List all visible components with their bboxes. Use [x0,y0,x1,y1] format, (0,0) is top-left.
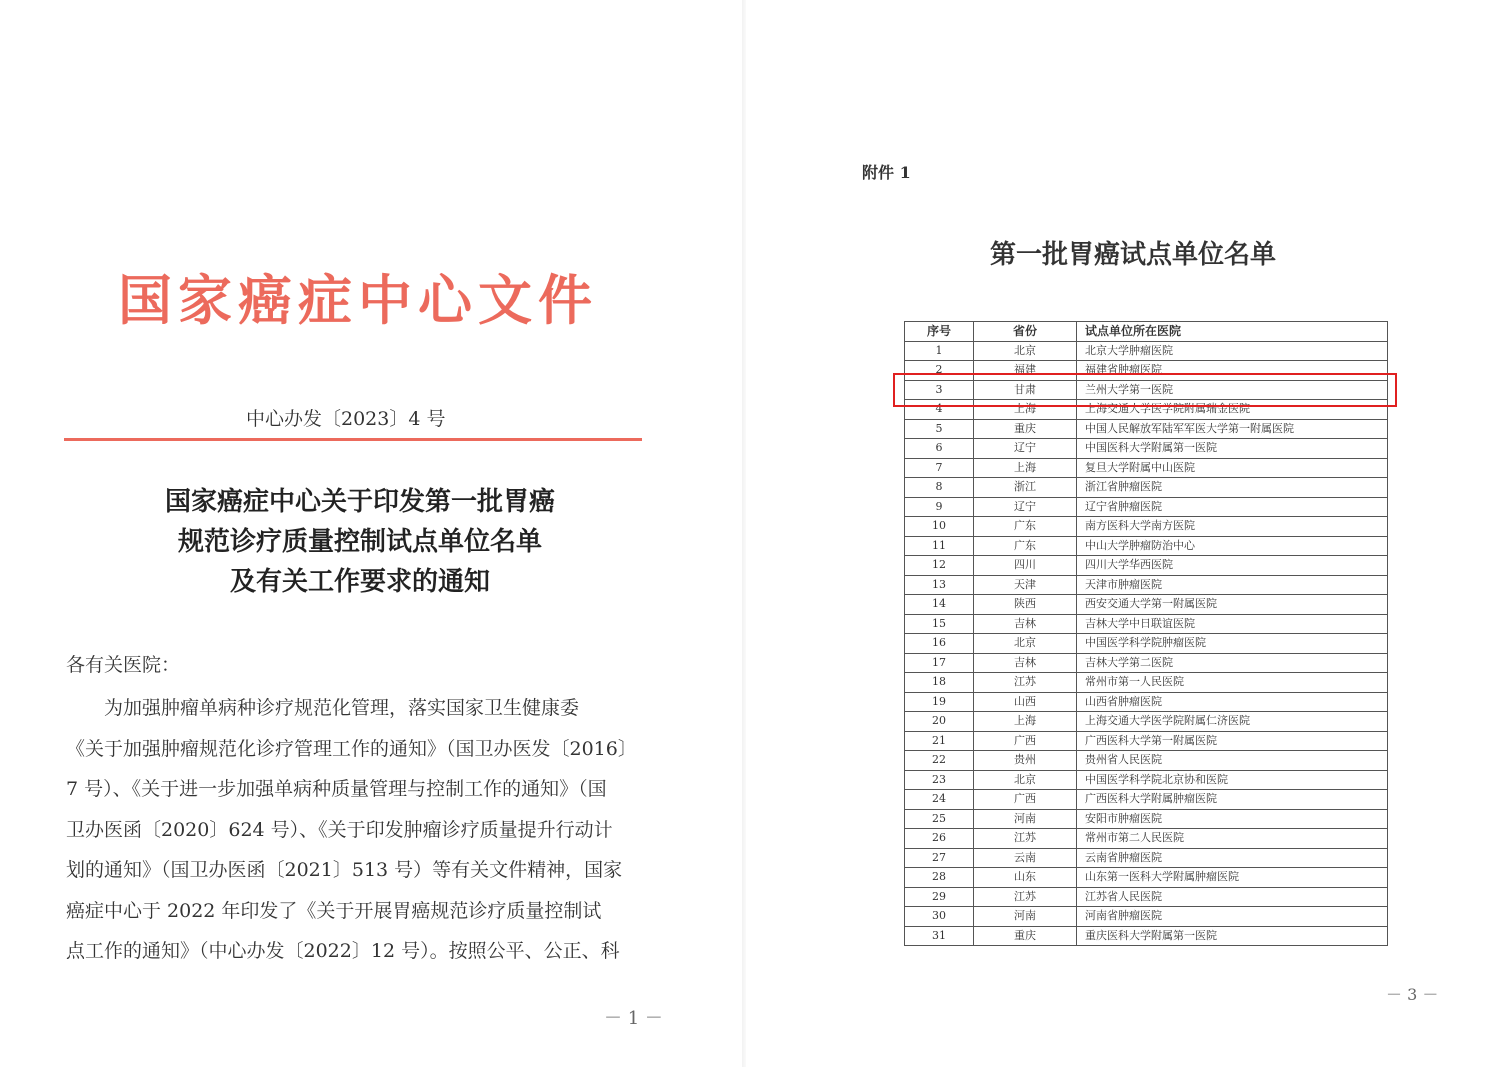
header-province: 省份 [974,322,1077,342]
table-row [905,692,1388,712]
table-row [905,575,1388,595]
row-number: 12 [905,556,974,576]
table-row [905,517,1388,537]
row-province: 上海 [974,458,1077,478]
row-hospital: 福建省肿瘤医院 [1077,361,1388,381]
row-hospital: 中国人民解放军陆军军医大学第一附属医院 [1077,419,1388,439]
title-line: 国家癌症中心关于印发第一批胃癌 [164,487,555,517]
table-row [905,829,1388,849]
row-province: 江苏 [974,829,1077,849]
row-number: 11 [905,536,974,556]
row-province: 广东 [974,536,1077,556]
row-hospital: 北京大学肿瘤医院 [1077,341,1388,361]
row-province: 山西 [974,692,1077,712]
row-number: 20 [905,712,974,732]
table-body [905,341,1388,946]
row-number: 31 [905,926,974,946]
row-number: 4 [905,400,974,420]
row-province: 吉林 [974,614,1077,634]
table-row [905,809,1388,829]
row-province: 四川 [974,556,1077,576]
row-number: 29 [905,887,974,907]
table-row [905,887,1388,907]
body-line: 点工作的通知》（中心办发〔2022〕12 号）。按照公平、公正、科 [66,940,620,962]
row-number: 19 [905,692,974,712]
table-row [905,536,1388,556]
row-number: 21 [905,731,974,751]
row-number: 9 [905,497,974,517]
table-row [905,595,1388,615]
page-number: － 1 － [604,1008,663,1029]
page-seam [742,0,746,1067]
row-province: 江苏 [974,887,1077,907]
highlight-box [893,373,1397,407]
table-row [905,751,1388,771]
row-province: 云南 [974,848,1077,868]
document-header: 国家癌症中心文件 [118,269,598,332]
row-province: 辽宁 [974,497,1077,517]
table-row [905,478,1388,498]
pilot-units-table-wrap [904,321,1388,946]
row-number: 3 [905,380,974,400]
table-row [905,770,1388,790]
row-province: 山东 [974,868,1077,888]
row-hospital: 浙江省肿瘤医院 [1077,478,1388,498]
table-row [905,634,1388,654]
table-row [905,712,1388,732]
row-hospital: 河南省肿瘤医院 [1077,907,1388,927]
body-line: 为加强肿瘤单病种诊疗规范化管理，落实国家卫生健康委 [66,697,580,719]
row-number: 1 [905,341,974,361]
row-number: 25 [905,809,974,829]
row-province: 天津 [974,575,1077,595]
table-row [905,907,1388,927]
row-number: 7 [905,458,974,478]
row-hospital: 复旦大学附属中山医院 [1077,458,1388,478]
row-province: 重庆 [974,926,1077,946]
table-row [905,556,1388,576]
row-number: 6 [905,439,974,459]
header-hospital: 试点单位所在医院 [1077,322,1388,342]
page-number: － 3 － [1386,985,1439,1004]
row-hospital: 天津市肿瘤医院 [1077,575,1388,595]
row-number: 14 [905,595,974,615]
row-hospital: 中山大学肿瘤防治中心 [1077,536,1388,556]
row-hospital: 兰州大学第一医院 [1077,380,1388,400]
row-hospital: 江苏省人民医院 [1077,887,1388,907]
body-line: 7 号）、《关于进一步加强单病种质量管理与控制工作的通知》（国 [66,778,607,800]
row-number: 26 [905,829,974,849]
row-number: 18 [905,673,974,693]
row-number: 23 [905,770,974,790]
table-row [905,868,1388,888]
list-title: 第一批胃癌试点单位名单 [990,240,1277,270]
body-line: 卫办医函〔2020〕624 号）、《关于印发肿瘤诊疗质量提升行动计 [66,818,613,841]
attachment-label: 附件 1 [862,163,911,182]
table-row [905,458,1388,478]
row-hospital: 南方医科大学南方医院 [1077,517,1388,537]
row-province: 河南 [974,907,1077,927]
table-row [905,731,1388,751]
row-province: 河南 [974,809,1077,829]
row-hospital: 辽宁省肿瘤医院 [1077,497,1388,517]
row-number: 24 [905,790,974,810]
row-province: 重庆 [974,419,1077,439]
row-province: 江苏 [974,673,1077,693]
table-row [905,419,1388,439]
row-province: 广东 [974,517,1077,537]
title-line: 规范诊疗质量控制试点单位名单 [177,527,542,557]
row-number: 2 [905,361,974,381]
row-number: 22 [905,751,974,771]
body-line: 《关于加强肿瘤规范化诊疗管理工作的通知》（国卫办医发〔2016〕 [66,737,637,760]
row-number: 10 [905,517,974,537]
row-province: 甘肃 [974,380,1077,400]
row-number: 15 [905,614,974,634]
row-number: 8 [905,478,974,498]
row-hospital: 西安交通大学第一附属医院 [1077,595,1388,615]
row-province: 贵州 [974,751,1077,771]
row-hospital: 云南省肿瘤医院 [1077,848,1388,868]
title-line: 及有关工作要求的通知 [229,567,490,597]
row-hospital: 上海交通大学医学院附属仁济医院 [1077,712,1388,732]
row-number: 27 [905,848,974,868]
row-hospital: 四川大学华西医院 [1077,556,1388,576]
table-row [905,614,1388,634]
document-number: 中心办发〔2023〕4 号 [246,408,446,430]
row-hospital: 山东第一医科大学附属肿瘤医院 [1077,868,1388,888]
table-header-row [905,322,1388,342]
row-province: 陕西 [974,595,1077,615]
salutation: 各有关医院： [66,654,181,676]
row-province: 广西 [974,790,1077,810]
row-province: 吉林 [974,653,1077,673]
row-hospital: 重庆医科大学附属第一医院 [1077,926,1388,946]
table-row [905,926,1388,946]
table-row [905,341,1388,361]
row-number: 28 [905,868,974,888]
red-divider [64,438,642,441]
row-province: 辽宁 [974,439,1077,459]
row-hospital: 贵州省人民医院 [1077,751,1388,771]
row-province: 浙江 [974,478,1077,498]
row-hospital: 中国医科大学附属第一医院 [1077,439,1388,459]
body-text [66,688,666,972]
row-hospital: 安阳市肿瘤医院 [1077,809,1388,829]
table-row [905,848,1388,868]
row-province: 广西 [974,731,1077,751]
row-hospital: 中国医学科学院肿瘤医院 [1077,634,1388,654]
table-row [905,673,1388,693]
pilot-units-table [904,321,1388,946]
row-hospital: 中国医学科学院北京协和医院 [1077,770,1388,790]
row-hospital: 吉林大学第二医院 [1077,653,1388,673]
table-row [905,439,1388,459]
document-title [100,482,620,602]
row-hospital: 常州市第二人民医院 [1077,829,1388,849]
row-number: 17 [905,653,974,673]
table-row [905,653,1388,673]
row-province: 上海 [974,712,1077,732]
row-hospital: 常州市第一人民医院 [1077,673,1388,693]
header-number: 序号 [905,322,974,342]
row-number: 13 [905,575,974,595]
row-number: 30 [905,907,974,927]
row-province: 福建 [974,361,1077,381]
row-number: 5 [905,419,974,439]
table-row [905,790,1388,810]
row-number: 16 [905,634,974,654]
row-province: 北京 [974,341,1077,361]
table-row [905,497,1388,517]
body-line: 划的通知》（国卫办医函〔2021〕513 号）等有关文件精神，国家 [66,859,623,881]
row-province: 北京 [974,634,1077,654]
body-line: 癌症中心于 2022 年印发了《关于开展胃癌规范诊疗质量控制试 [66,899,602,922]
row-hospital: 吉林大学中日联谊医院 [1077,614,1388,634]
row-province: 上海 [974,400,1077,420]
row-hospital: 上海交通大学医学院附属瑞金医院 [1077,400,1388,420]
row-hospital: 广西医科大学附属肿瘤医院 [1077,790,1388,810]
row-hospital: 山西省肿瘤医院 [1077,692,1388,712]
row-hospital: 广西医科大学第一附属医院 [1077,731,1388,751]
row-province: 北京 [974,770,1077,790]
